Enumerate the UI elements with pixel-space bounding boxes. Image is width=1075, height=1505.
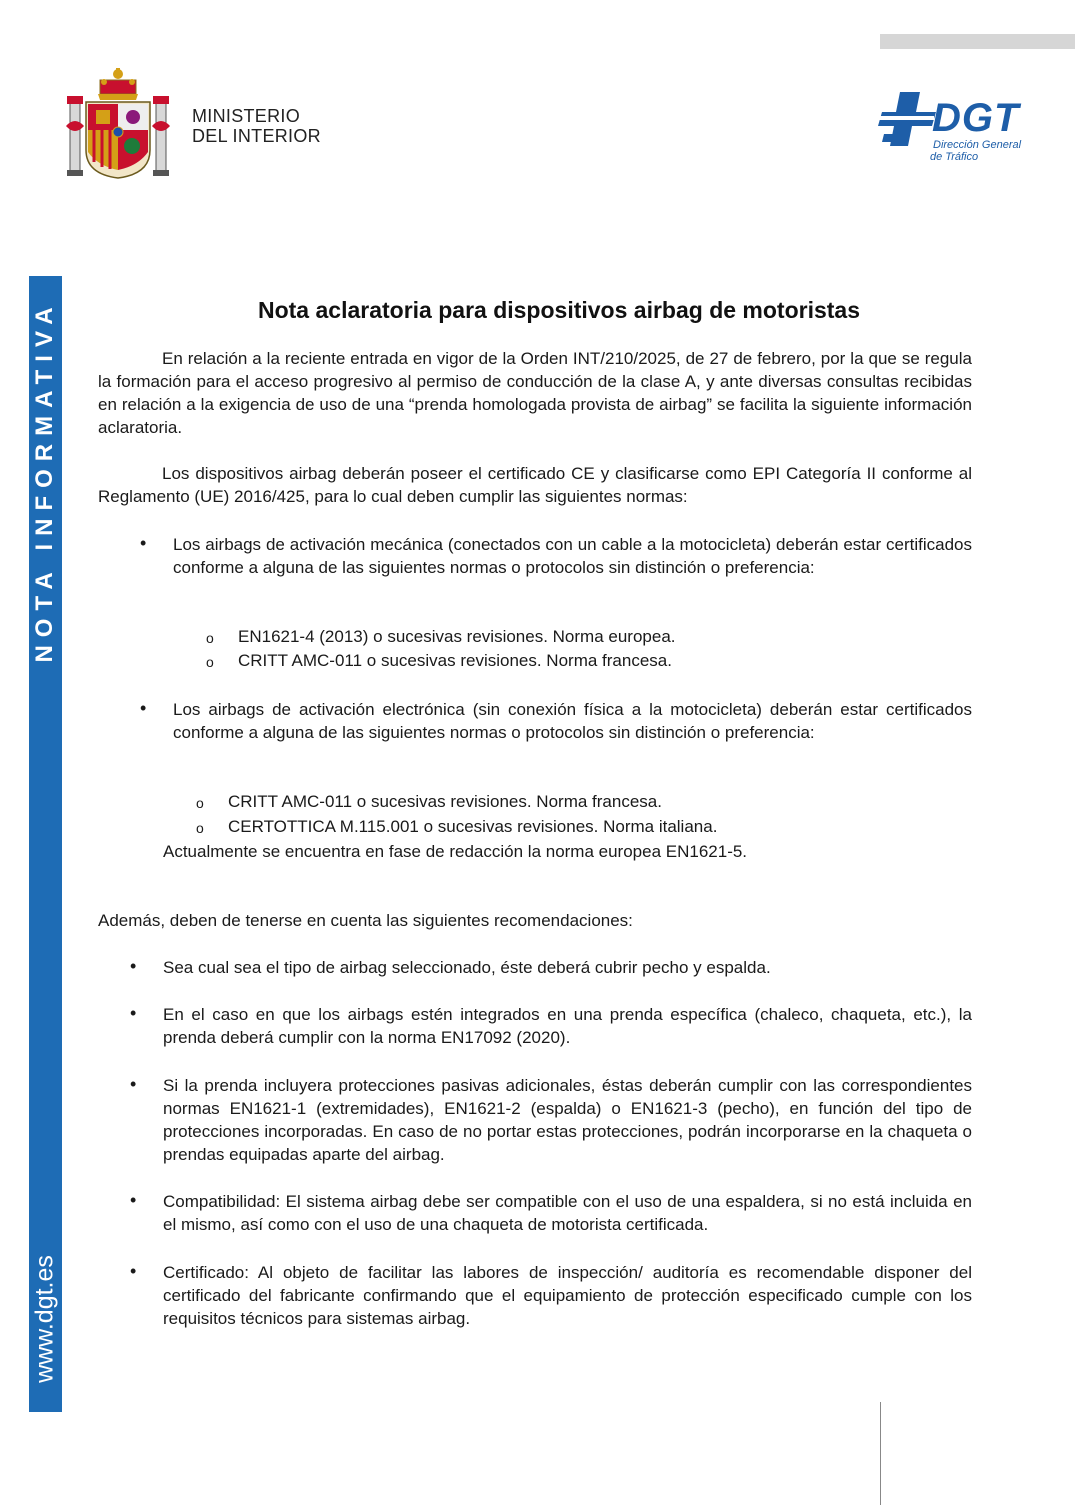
electronic-airbag-bullet (138, 698, 972, 744)
bullet-dot: • (130, 1074, 137, 1094)
recommendation-item (128, 956, 972, 979)
norm-list-item (206, 649, 672, 672)
recommendations-intro: Además, deben de tenerse en cuenta las siguientes recomendaciones: (98, 911, 633, 930)
dgt-logo-text: DGT (932, 96, 1020, 140)
norm-text: CERTOTTICA M.115.001 o sucesivas revisiones. Norma italiana. (228, 817, 718, 836)
bullet-dot: • (140, 533, 147, 553)
bullet-text: Los airbags de activación electrónica (sin conexión física a la motocicleta) deberán estar certificados conforme a alguna de las siguientes normas o protocolos sin distinción o preferencia: (173, 700, 972, 742)
intro-paragraph: En relación a la reciente entrada en vigor de la Orden INT/210/2025, de 27 de febrero, por la que se regula la formación para el acceso progresivo al permiso de conducción de la clase A, y ante diversas consultas recibidas en relación a la exigencia de uso de una “prenda homologada provista de airbag” se facilita la siguiente información aclaratoria. (98, 349, 972, 437)
norm-text: CRITT AMC-011 o sucesivas revisiones. Norma francesa. (238, 651, 672, 670)
website-link[interactable]: www.dgt.es (30, 1255, 59, 1383)
norm-list-item (196, 790, 662, 813)
recommendation-text: Sea cual sea el tipo de airbag seleccionado, éste deberá cubrir pecho y espalda. (163, 958, 771, 977)
circle-bullet-icon: o (206, 630, 214, 646)
mechanical-airbag-bullet (138, 533, 972, 579)
bullet-dot: • (130, 1003, 137, 1023)
recommendation-text: Compatibilidad: El sistema airbag debe ser compatible con el uso de una espaldera, si no está incluida en el mismo, así como con el uso de una chaqueta de motorista certificada. (163, 1192, 972, 1234)
drafting-note: Actualmente se encuentra en fase de redacción la norma europea EN1621-5. (163, 842, 748, 861)
circle-bullet-icon: o (196, 795, 204, 811)
coat-of-arms-logo (62, 66, 174, 180)
circle-bullet-icon: o (196, 820, 204, 836)
dgt-cross-icon (878, 90, 936, 154)
bullet-dot: • (130, 1190, 137, 1210)
bullet-dot: • (140, 698, 147, 718)
nota-informativa-label: NOTA INFORMATIVA (31, 299, 58, 663)
document-title: Nota aclaratoria para dispositivos airbag de motoristas (257, 297, 861, 323)
top-gray-bar (880, 34, 1075, 49)
recommendation-item (128, 1190, 972, 1236)
page-edge-line (880, 1402, 881, 1505)
dgt-logo (878, 88, 1038, 168)
bullet-dot: • (130, 1261, 137, 1281)
recommendation-text: Si la prenda incluyera protecciones pasivas adicionales, éstas deberán cumplir con las correspondientes normas EN1621-1 (extremidades), EN1621-2 (espalda) o EN1621-3 (pecho), en función del tipo de protecciones incorporadas. En caso de no portar estas protecciones, podrán incorporarse en la chaqueta o prendas equipadas aparte del airbag. (163, 1076, 972, 1164)
ministry-name-line2: DEL INTERIOR (192, 126, 321, 146)
certification-paragraph: Los dispositivos airbag deberán poseer el certificado CE y clasificarse como EPI Categoría II conforme al Reglamento (UE) 2016/425, para lo cual deben cumplir las siguientes normas: (98, 464, 972, 506)
norm-list-item (206, 625, 676, 648)
recommendation-item (128, 1003, 972, 1049)
dgt-subtitle-line2: de Tráfico (930, 151, 979, 163)
norm-list-item (196, 815, 717, 838)
norm-text: CRITT AMC-011 o sucesivas revisiones. Norma francesa. (228, 792, 662, 811)
recommendation-item (128, 1074, 972, 1166)
norm-text: EN1621-4 (2013) o sucesivas revisiones. Norma europea. (238, 627, 676, 646)
bullet-dot: • (130, 956, 137, 976)
recommendation-item (128, 1261, 972, 1330)
dgt-subtitle-line1: Dirección General (933, 139, 1022, 151)
recommendation-text: Certificado: Al objeto de facilitar las labores de inspección/ auditoría es recomendable disponer del certificado del fabricante confirmando que el equipamiento de protección especificado cumple con los requisitos técnicos para sistemas airbag. (163, 1263, 972, 1328)
ministry-name-line1: MINISTERIO (192, 106, 301, 126)
bullet-text: Los airbags de activación mecánica (conectados con un cable a la motocicleta) deberán estar certificados conforme a alguna de las siguientes normas o protocolos sin distinción o preferencia: (173, 535, 972, 577)
ministry-header (62, 66, 362, 186)
circle-bullet-icon: o (206, 654, 214, 670)
recommendation-text: En el caso en que los airbags estén integrados en una prenda específica (chaleco, chaqueta, etc.), la prenda deberá cumplir con la norma EN17092 (2020). (163, 1005, 972, 1047)
